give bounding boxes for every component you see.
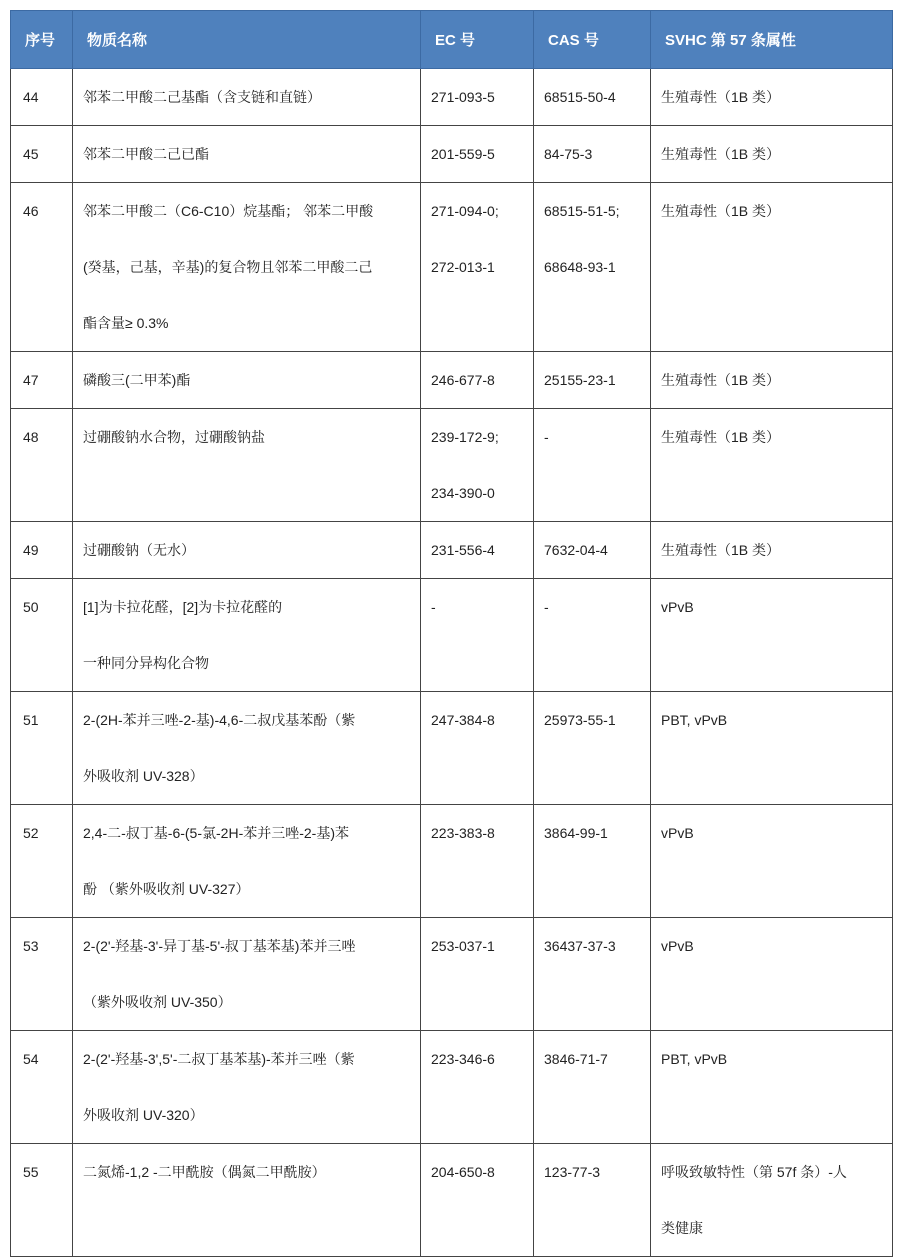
- cell-ec-line: 272-013-1: [431, 259, 495, 275]
- cell-name-line: 酚 （紫外吸收剂 UV-327）: [83, 881, 250, 897]
- cell-name-line: 邻苯二甲酸二（C6-C10）烷基酯； 邻苯二甲酸: [83, 203, 374, 219]
- header-row: [11, 11, 893, 69]
- cell-ec-line: -: [431, 599, 436, 615]
- cell-cas: [534, 69, 651, 126]
- cell-property-line: vPvB: [661, 599, 694, 615]
- cell-ec-line: 234-390-0: [431, 485, 495, 501]
- cell-cas: [534, 692, 651, 805]
- cell-cas: [534, 918, 651, 1031]
- cell-no: 54: [11, 1031, 73, 1144]
- cell-name-line: 磷酸三(二甲苯)酯: [83, 372, 191, 388]
- cell-no: 53: [11, 918, 73, 1031]
- cell-property-line: PBT, vPvB: [661, 712, 728, 728]
- table-body: [11, 69, 893, 1257]
- cell-ec-line: 239-172-9;: [431, 429, 499, 445]
- cell-name: [73, 805, 421, 918]
- cell-name: [73, 522, 421, 579]
- cell-cas-line: -: [544, 429, 549, 445]
- cell-name: [73, 1144, 421, 1257]
- cell-property-line: vPvB: [661, 938, 694, 954]
- cell-cas: [534, 579, 651, 692]
- cell-name-line: 过硼酸钠（无水）: [83, 542, 195, 558]
- cell-no: 47: [11, 352, 73, 409]
- cell-no: 44: [11, 69, 73, 126]
- svhc-table: [10, 10, 893, 1257]
- cell-ec-line: 201-559-5: [431, 146, 495, 162]
- cell-cas: [534, 352, 651, 409]
- cell-cas: [534, 805, 651, 918]
- table-row: [11, 126, 893, 183]
- cell-property-line: PBT, vPvB: [661, 1051, 728, 1067]
- table-row: [11, 352, 893, 409]
- cell-name: [73, 918, 421, 1031]
- cell-no: 52: [11, 805, 73, 918]
- cell-name: [73, 183, 421, 352]
- cell-cas: [534, 409, 651, 522]
- cell-ec: [421, 183, 534, 352]
- cell-cas-line: 84-75-3: [544, 146, 593, 162]
- cell-ec: [421, 918, 534, 1031]
- table-row: [11, 409, 893, 522]
- table-row: [11, 1031, 893, 1144]
- cell-ec-line: 253-037-1: [431, 938, 495, 954]
- cell-name-line: (癸基，己基，辛基)的复合物且邻苯二甲酸二己: [83, 259, 373, 275]
- cell-property: [651, 352, 893, 409]
- cell-name-line: （紫外吸收剂 UV-350）: [83, 994, 232, 1010]
- cell-property: [651, 1144, 893, 1257]
- cell-property: [651, 522, 893, 579]
- cell-no: 45: [11, 126, 73, 183]
- cell-property: [651, 692, 893, 805]
- cell-name-line: 2-(2'-羟基-3',5'-二叔丁基苯基)-苯并三唑（紫: [83, 1051, 355, 1067]
- cell-cas-line: 36437-37-3: [544, 938, 616, 954]
- cell-no: 51: [11, 692, 73, 805]
- cell-name-line: 邻苯二甲酸二己基酯（含支链和直链）: [83, 89, 321, 105]
- cell-cas: [534, 183, 651, 352]
- cell-name: [73, 126, 421, 183]
- cell-ec-line: 246-677-8: [431, 372, 495, 388]
- cell-name-line: 邻苯二甲酸二己已酯: [83, 146, 209, 162]
- cell-cas-line: 25155-23-1: [544, 372, 616, 388]
- cell-property-line: vPvB: [661, 825, 694, 841]
- header-no: 序号: [11, 11, 73, 69]
- cell-cas-line: -: [544, 599, 549, 615]
- cell-ec: [421, 692, 534, 805]
- cell-name-line: 一种同分异构化合物: [83, 655, 209, 671]
- cell-ec: [421, 126, 534, 183]
- cell-name-line: 外吸收剂 UV-328）: [83, 768, 204, 784]
- cell-ec: [421, 522, 534, 579]
- cell-name-line: 酯含量≥ 0.3%: [83, 315, 169, 331]
- cell-name-line: 2-(2'-羟基-3'-异丁基-5'-叔丁基苯基)苯并三唑: [83, 938, 356, 954]
- cell-no: 46: [11, 183, 73, 352]
- table-row: [11, 692, 893, 805]
- header-cas: CAS 号: [534, 11, 651, 69]
- cell-property-line: 呼吸致敏特性（第 57f 条）-人: [661, 1164, 847, 1180]
- table-row: [11, 918, 893, 1031]
- cell-property-line: 生殖毒性（1B 类）: [661, 203, 781, 219]
- cell-property-line: 生殖毒性（1B 类）: [661, 372, 781, 388]
- cell-cas-line: 3864-99-1: [544, 825, 608, 841]
- cell-name-line: 外吸收剂 UV-320）: [83, 1107, 204, 1123]
- cell-ec-line: 271-093-5: [431, 89, 495, 105]
- table-row: [11, 183, 893, 352]
- cell-name: [73, 579, 421, 692]
- cell-property-line: 生殖毒性（1B 类）: [661, 146, 781, 162]
- cell-property-line: 生殖毒性（1B 类）: [661, 542, 781, 558]
- header-name: 物质名称: [73, 11, 421, 69]
- cell-name: [73, 352, 421, 409]
- cell-name-line: 过硼酸钠水合物，过硼酸钠盐: [83, 429, 265, 445]
- cell-property: [651, 579, 893, 692]
- table-row: [11, 805, 893, 918]
- cell-ec-line: 223-346-6: [431, 1051, 495, 1067]
- cell-cas-line: 68648-93-1: [544, 259, 616, 275]
- cell-cas: [534, 126, 651, 183]
- cell-ec-line: 231-556-4: [431, 542, 495, 558]
- cell-no: 55: [11, 1144, 73, 1257]
- cell-property: [651, 126, 893, 183]
- cell-property-line: 类健康: [661, 1220, 703, 1236]
- cell-property: [651, 69, 893, 126]
- table-row: [11, 69, 893, 126]
- cell-ec: [421, 579, 534, 692]
- cell-name: [73, 409, 421, 522]
- cell-cas-line: 123-77-3: [544, 1164, 601, 1180]
- table-row: [11, 1144, 893, 1257]
- cell-no: 50: [11, 579, 73, 692]
- cell-ec: [421, 1144, 534, 1257]
- cell-name-line: [1]为卡拉花醛，[2]为卡拉花醛的: [83, 599, 283, 615]
- cell-cas: [534, 522, 651, 579]
- cell-name-line: 2-(2H-苯并三唑-2-基)-4,6-二叔戊基苯酚（紫: [83, 712, 356, 728]
- cell-cas: [534, 1144, 651, 1257]
- cell-name: [73, 69, 421, 126]
- cell-ec-line: 223-383-8: [431, 825, 495, 841]
- cell-name-line: 2,4-二-叔丁基-6-(5-氯-2H-苯并三唑-2-基)苯: [83, 825, 349, 841]
- cell-name: [73, 692, 421, 805]
- table-row: [11, 579, 893, 692]
- cell-cas-line: 68515-50-4: [544, 89, 616, 105]
- cell-cas-line: 3846-71-7: [544, 1051, 608, 1067]
- cell-name: [73, 1031, 421, 1144]
- cell-ec: [421, 352, 534, 409]
- header-property: SVHC 第 57 条属性: [651, 11, 893, 69]
- cell-ec-line: 271-094-0;: [431, 203, 499, 219]
- header-ec: EC 号: [421, 11, 534, 69]
- cell-property: [651, 183, 893, 352]
- cell-cas-line: 7632-04-4: [544, 542, 608, 558]
- table-row: [11, 522, 893, 579]
- cell-no: 49: [11, 522, 73, 579]
- cell-property: [651, 805, 893, 918]
- cell-ec-line: 247-384-8: [431, 712, 495, 728]
- cell-cas: [534, 1031, 651, 1144]
- cell-ec: [421, 1031, 534, 1144]
- cell-no: 48: [11, 409, 73, 522]
- cell-property-line: 生殖毒性（1B 类）: [661, 429, 781, 445]
- cell-ec: [421, 409, 534, 522]
- cell-ec-line: 204-650-8: [431, 1164, 495, 1180]
- cell-property: [651, 918, 893, 1031]
- cell-name-line: 二氮烯-1,2 -二甲酰胺（偶氮二甲酰胺）: [83, 1164, 326, 1180]
- cell-property: [651, 409, 893, 522]
- cell-property-line: 生殖毒性（1B 类）: [661, 89, 781, 105]
- cell-ec: [421, 69, 534, 126]
- cell-ec: [421, 805, 534, 918]
- cell-cas-line: 68515-51-5;: [544, 203, 620, 219]
- cell-property: [651, 1031, 893, 1144]
- cell-cas-line: 25973-55-1: [544, 712, 616, 728]
